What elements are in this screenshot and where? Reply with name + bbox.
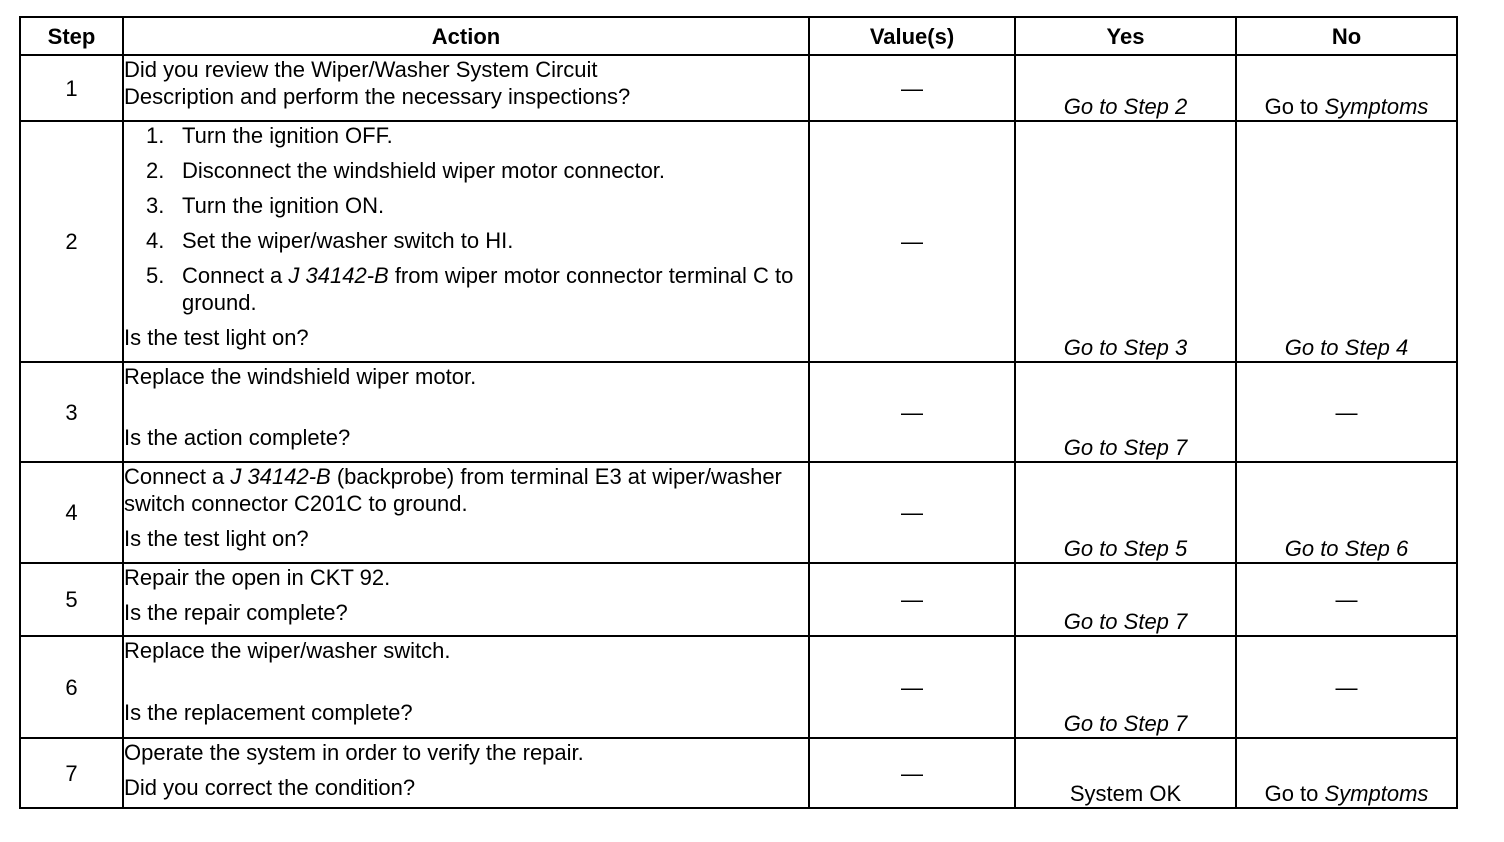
no-cell: — (1236, 563, 1457, 636)
question-text: Is the test light on? (124, 526, 309, 551)
item-text (182, 227, 808, 254)
no-link-symptoms: Symptoms (1324, 94, 1429, 119)
item-number: 5. (146, 263, 165, 288)
action-cell (123, 121, 809, 362)
yes-cell: Go to Step 2 (1015, 55, 1236, 121)
step-number: 1 (20, 55, 123, 121)
yes-cell: Go to Step 5 (1015, 462, 1236, 563)
item-text-part: Connect a (182, 263, 289, 288)
item-text-part: Set the wiper/washer switch to HI. (182, 228, 514, 253)
value-cell: — (809, 362, 1015, 462)
header-step: Step (20, 17, 123, 55)
list-item (146, 122, 808, 149)
list-item (146, 192, 808, 219)
no-cell (1236, 738, 1457, 808)
yes-cell: System OK (1015, 738, 1236, 808)
list-item (146, 262, 808, 316)
table-row (20, 121, 1457, 362)
yes-cell: Go to Step 7 (1015, 636, 1236, 738)
header-action: Action (123, 17, 809, 55)
action-text (124, 463, 808, 517)
step-number: 6 (20, 636, 123, 738)
item-number: 1. (146, 123, 165, 148)
step-number: 2 (20, 121, 123, 362)
action-text: Operate the system in order to verify the repair. (124, 740, 584, 765)
header-row (20, 17, 1457, 55)
question-text: Is the action complete? (124, 425, 351, 450)
tool-name: J 34142-B (230, 464, 331, 489)
header-yes: Yes (1015, 17, 1236, 55)
diagnostic-table (19, 16, 1458, 809)
table-row (20, 563, 1457, 636)
item-text-part: from wiper motor connector terminal C to ground. (182, 263, 794, 315)
header-no: No (1236, 17, 1457, 55)
step-number: 4 (20, 462, 123, 563)
action-cell (123, 563, 809, 636)
action-text-part: (backprobe) from terminal E3 at wiper/washer switch connector C201C to ground. (124, 464, 782, 516)
action-text: Description and perform the necessary inspections? (124, 84, 631, 109)
procedure-list (124, 122, 808, 316)
action-cell (123, 636, 809, 738)
list-item (146, 157, 808, 184)
table-row (20, 636, 1457, 738)
no-cell: — (1236, 636, 1457, 738)
item-text-part: Turn the ignition ON. (182, 193, 385, 218)
yes-cell: Go to Step 7 (1015, 362, 1236, 462)
no-cell: — (1236, 362, 1457, 462)
action-text-part: Connect a (124, 464, 231, 489)
action-text: Replace the wiper/washer switch. (124, 638, 451, 663)
no-cell: Go to Step 4 (1236, 121, 1457, 362)
tool-name: J 34142-B (288, 263, 389, 288)
value-cell: — (809, 636, 1015, 738)
value-cell: — (809, 462, 1015, 563)
item-text-part: Disconnect the windshield wiper motor connector. (182, 158, 666, 183)
question-text: Is the test light on? (124, 325, 309, 350)
no-cell (1236, 55, 1457, 121)
step-number: 5 (20, 563, 123, 636)
item-text (182, 157, 808, 184)
header-values: Value(s) (809, 17, 1015, 55)
question-text: Is the replacement complete? (124, 700, 413, 725)
value-cell: — (809, 55, 1015, 121)
table-row (20, 55, 1457, 121)
table-row (20, 738, 1457, 808)
no-link-symptoms: Symptoms (1324, 781, 1429, 806)
action-text: Repair the open in CKT 92. (124, 565, 391, 590)
list-item (146, 227, 808, 254)
step-number: 3 (20, 362, 123, 462)
action-text: Replace the windshield wiper motor. (124, 364, 477, 389)
value-cell: — (809, 738, 1015, 808)
action-text: Did you review the Wiper/Washer System Circuit (124, 57, 598, 82)
item-text (182, 122, 808, 149)
no-text: Go to (1264, 94, 1325, 119)
yes-cell: Go to Step 7 (1015, 563, 1236, 636)
item-text (182, 192, 808, 219)
action-cell (123, 362, 809, 462)
item-text-part: Turn the ignition OFF. (182, 123, 393, 148)
question-text: Did you correct the condition? (124, 775, 416, 800)
value-cell: — (809, 121, 1015, 362)
step-number: 7 (20, 738, 123, 808)
yes-cell: Go to Step 3 (1015, 121, 1236, 362)
item-number: 4. (146, 228, 165, 253)
question-text: Is the repair complete? (124, 600, 348, 625)
action-cell (123, 462, 809, 563)
table-row (20, 362, 1457, 462)
value-cell: — (809, 563, 1015, 636)
item-text (182, 262, 808, 316)
action-cell (123, 738, 809, 808)
table-row (20, 462, 1457, 563)
action-cell (123, 55, 809, 121)
no-cell: Go to Step 6 (1236, 462, 1457, 563)
no-text: Go to (1264, 781, 1325, 806)
item-number: 2. (146, 158, 165, 183)
item-number: 3. (146, 193, 165, 218)
